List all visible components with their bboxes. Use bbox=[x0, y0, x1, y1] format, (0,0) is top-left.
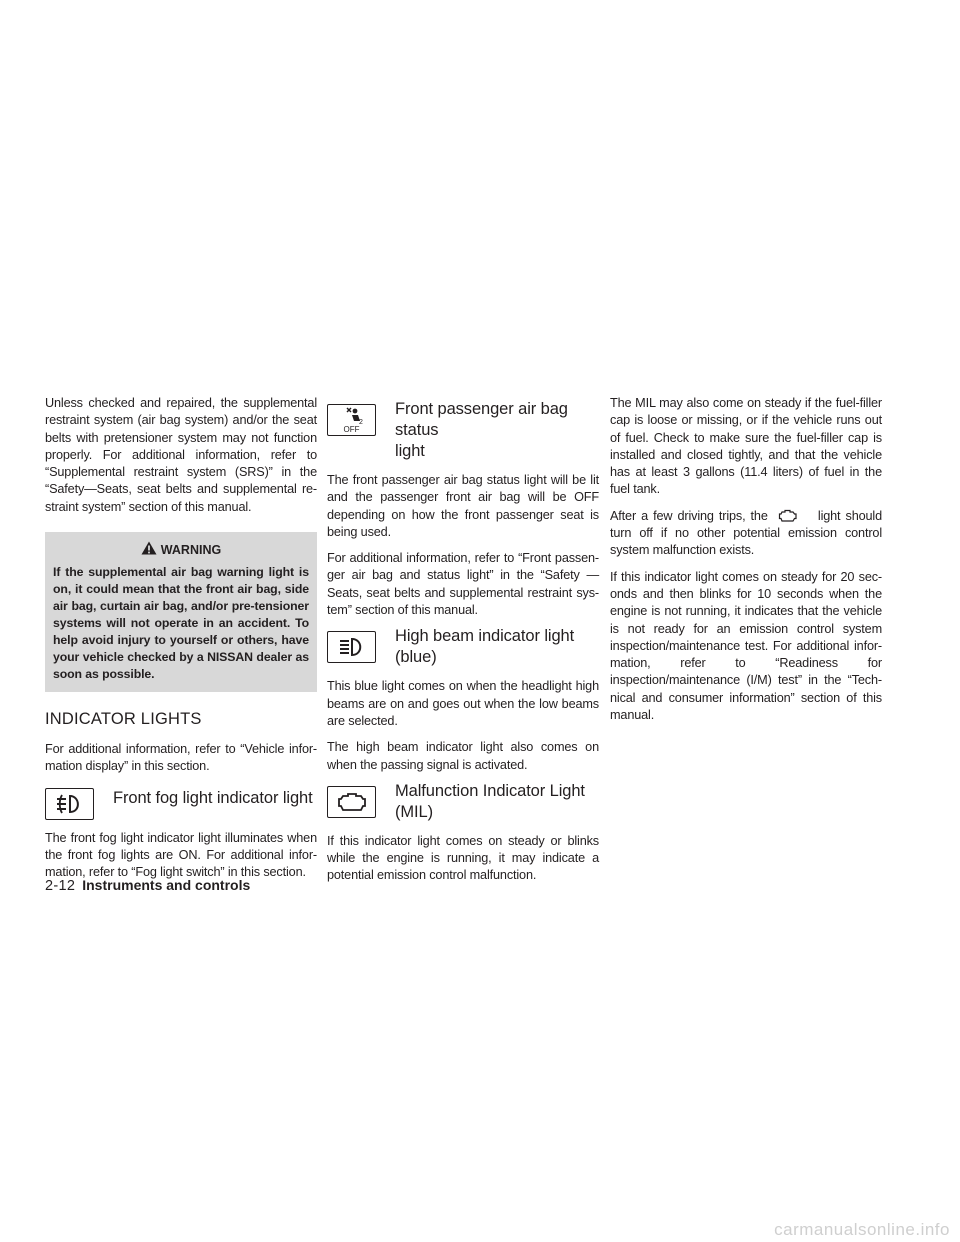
fog-light-text: The front fog light indicator light illuminates when the front fog lights are ON. For additional infor-mation, refer to “Fog light switch” in this section. bbox=[45, 830, 317, 880]
watermark: carmanualsonline.info bbox=[774, 1220, 950, 1239]
high-beam-heading bbox=[327, 627, 599, 668]
column-middle bbox=[327, 400, 599, 894]
airbag-status-title bbox=[395, 399, 599, 462]
fog-light-title: Front fog light indicator light bbox=[113, 788, 313, 807]
warning-text: If the supplemental air bag warning light is on, it could mean that the front air bag, side air bag, curtain air bag, and/or pre-tensioner systems will not operate in an accident. To help avoid injury to yourself or others, have your vehicle checked by a NISSAN dealer as soon as possible. bbox=[53, 565, 309, 682]
mil-text3-after: light should turn off if no other potential emission control system malfunction exists. bbox=[610, 508, 882, 558]
page-footer bbox=[45, 877, 250, 894]
airbag-status-text2: For additional information, refer to “Front passen-ger air bag and status light” in the “Safety — Seats, seat belts and supplemental restraint sys-tem” section of this manual. bbox=[327, 551, 599, 618]
inline-engine-icon bbox=[777, 509, 799, 523]
airbag-status-text1: The front passenger air bag status light will be lit and the passenger front air bag will be OFF depending on how the front passenger seat is being used. bbox=[327, 473, 599, 539]
warning-title-text: WARNING bbox=[160, 542, 222, 557]
column-right bbox=[610, 395, 882, 733]
fog-light-heading bbox=[45, 788, 317, 820]
airbag-icon-off-label: OFF bbox=[343, 425, 360, 434]
chapter-title: Instruments and controls bbox=[82, 877, 251, 893]
mil-text3 bbox=[610, 508, 882, 560]
warning-title bbox=[53, 541, 309, 558]
front-fog-light-icon bbox=[45, 788, 94, 820]
high-beam-text2: The high beam indicator light also comes on when the passing signal is activated. bbox=[327, 740, 599, 772]
mil-text1: If this indicator light comes on steady or blinks while the engine is running, it may indicate a potential emission control malfunction. bbox=[327, 833, 599, 883]
mil-title-line2: (MIL) bbox=[395, 802, 433, 821]
mil-text2: The MIL may also come on steady if the fuel-filler cap is loose or missing, or if the vehicle runs out of fuel. Check to make sure the fuel-filler cap is installed and closed tightly, and that the vehicle has at least 3 gallons (11.4 liters) of fuel in the fuel tank. bbox=[610, 396, 882, 497]
section-heading: INDICATOR LIGHTS bbox=[45, 710, 202, 729]
mil-text4: If this indicator light comes on steady for 20 sec-onds and then blinks for 10 seconds when the engine is not running, it indicates that the vehicle is not ready for an emission control system inspection/maintenance test. For additional infor-mation, refer to “Readiness for inspection/maintenance (I/M) test” in the “Tech-nical and consumer information” section of this manual. bbox=[610, 569, 882, 723]
intro-paragraph: Unless checked and repaired, the supplemental restraint system (air bag system) and/or the seat belts with pretensioner system may not function properly. For additional information, refer to “Supplemental restraint system (SRS)” in the “Safety—Seats, seat belts and supplemental re-straint system” section of this manual. bbox=[45, 396, 317, 514]
high-beam-title bbox=[395, 626, 574, 668]
high-beam-title-line2: (blue) bbox=[395, 648, 437, 667]
high-beam-text1: This blue light comes on when the headlight high beams are on and goes out when the low beams are selected. bbox=[327, 679, 599, 728]
svg-text:2: 2 bbox=[358, 419, 363, 425]
airbag-status-title-line2: light bbox=[395, 442, 425, 460]
passenger-airbag-off-icon bbox=[327, 404, 376, 436]
engine-malfunction-icon bbox=[327, 786, 376, 818]
high-beam-title-line1: High beam indicator light bbox=[395, 627, 575, 646]
column-left bbox=[45, 395, 317, 891]
high-beam-icon bbox=[327, 631, 376, 663]
section-intro: For additional information, refer to “Vehicle infor-mation display” in this section. bbox=[45, 742, 317, 774]
page-number: 2-12 bbox=[45, 878, 76, 894]
mil-title bbox=[395, 781, 585, 823]
mil-title-line1: Malfunction Indicator Light bbox=[395, 781, 585, 800]
mil-text3-before: After a few driving trips, the bbox=[610, 508, 768, 523]
warning-triangle-icon bbox=[141, 541, 157, 558]
airbag-status-title-line1: Front passenger air bag status bbox=[395, 400, 568, 439]
mil-heading bbox=[327, 781, 599, 823]
airbag-status-heading bbox=[327, 400, 599, 462]
warning-box bbox=[45, 532, 317, 692]
